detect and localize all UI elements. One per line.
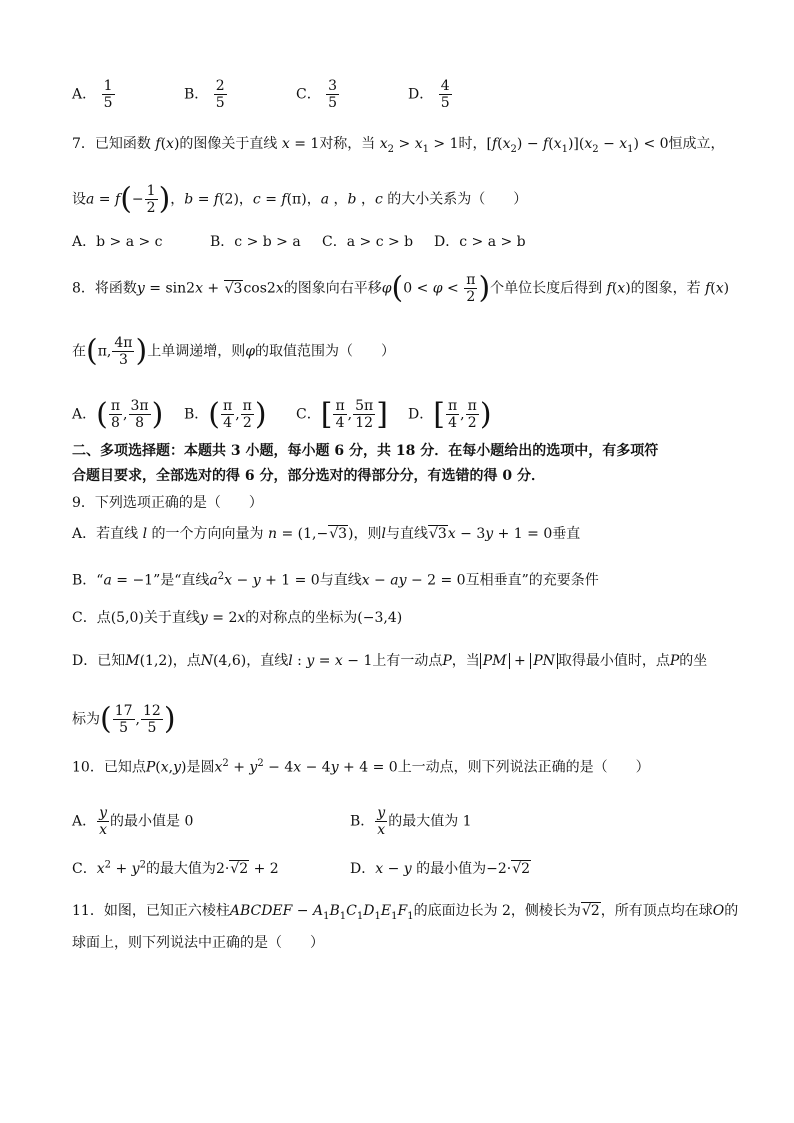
- section-heading-line2: 合题目要求，全部选对的得 6 分，部分选对的得部分分，有选错的得 0 分．: [72, 468, 545, 484]
- text: 7．已知函数: [72, 136, 151, 152]
- q9-option-d-line2: 标为( $\frac{17}{5}$ , $\frac{12}{5}$ ): [72, 701, 176, 737]
- text: 恒成立，: [668, 136, 725, 152]
- text: 的: [724, 903, 739, 919]
- text: 的坐: [679, 653, 708, 669]
- text: B．: [350, 813, 375, 830]
- text: 互相垂直”的充要条件: [465, 572, 599, 589]
- text: ，点: [172, 653, 201, 669]
- text: ，: [238, 191, 253, 208]
- q8-option-b: B．( $\frac{\pi}{4}$ , $\frac{\pi}{2}$ ): [184, 397, 267, 432]
- text: 是圆: [186, 759, 215, 776]
- text: B．“: [72, 572, 104, 589]
- text: 的最大值为 1: [388, 813, 472, 830]
- q8-option-c: C．[ $\frac{\pi}{4}$ , $\frac{5\pi}{12}$ ]: [296, 397, 388, 432]
- text: 的图象，若: [630, 280, 701, 297]
- text: 的最小值为: [416, 861, 487, 877]
- text: 的一个方向向量为: [151, 526, 264, 542]
- q6-option-b: [184, 78, 228, 111]
- q9-option-a: A．若直线 l 的一个方向向量为 n = (1,−√3)，则l与直线√3x − 3y + 1 = 0垂直: [72, 526, 581, 542]
- text: 的最小值是 0: [110, 813, 194, 830]
- q9-option-c: C．点(5,0)关于直线y = 2x的对称点的坐标为(−3,4): [72, 610, 403, 626]
- text: 的图象向右平移: [283, 280, 382, 297]
- numerator: 2: [215, 78, 225, 94]
- fraction: [439, 78, 452, 111]
- text: 关于直线: [143, 610, 200, 626]
- option-label: D．: [408, 86, 434, 103]
- q8-option-a: A．( $\frac{\pi}{8}$ , $\frac{3\pi}{8}$ ): [72, 397, 164, 432]
- text: 10．已知点: [72, 759, 146, 776]
- q10-stem: 10．已知点P(x,y)是圆$x^2 + y^2 - 4x - 4y + 4 = 0$上一动点，则下列说法正确的是（ ）: [72, 758, 650, 776]
- option-label: A．: [72, 406, 97, 423]
- text: ，: [306, 191, 321, 208]
- text: C．: [72, 861, 97, 877]
- q7-option-b: B．c > b > a: [210, 234, 301, 250]
- q10-option-d: D．x − y 的最小值为−2·√2: [350, 861, 531, 877]
- option-label: A．: [72, 86, 97, 103]
- text: 时，: [458, 136, 487, 152]
- text: D．已知: [72, 653, 126, 669]
- text: 的对称点的坐标为: [245, 610, 358, 626]
- text: 在: [72, 343, 86, 360]
- q9-stem: 9．下列选项正确的是（ ）: [72, 495, 263, 511]
- denominator: 5: [440, 95, 450, 111]
- text: 的底面边长为 2，侧棱长为: [413, 903, 581, 919]
- text: ，所有顶点均在球: [600, 903, 713, 919]
- text: 与直线: [319, 572, 362, 589]
- text: 上一动点，则下列说法正确的是（ ）: [397, 759, 650, 776]
- q11-stem: 11．如图，已知正六棱柱ABCDEF − $A_1B_1C_1D_1E_1F_1$的底面边长为 2，侧棱长为√2，所有顶点均在球O的: [72, 903, 739, 922]
- fraction: [326, 78, 339, 111]
- text: ，当: [451, 653, 480, 669]
- text: 11．如图，已知正六棱柱: [72, 903, 230, 919]
- text: 的最大值为: [145, 861, 216, 877]
- q9-option-d: D．已知M(1,2)，点N(4,6)，直线l : y = x − 1上有一动点P，当 PM + PN 取得最小值时，点P的坐: [72, 653, 708, 669]
- text: ”是“直线: [153, 572, 210, 589]
- fraction: [214, 78, 227, 111]
- q10-option-c: C．$x^2 + y^2$的最大值为2·√2 + 2: [72, 859, 279, 877]
- text: ，直线: [246, 653, 289, 669]
- text: 上单调递增，则: [147, 343, 246, 360]
- text: D．: [350, 861, 376, 877]
- text: 对称，当: [319, 136, 376, 152]
- denominator: 5: [103, 95, 113, 111]
- q10-option-a: A． $\frac{y}{x}$ 的最小值是 0: [72, 805, 194, 838]
- q7-option-d: D．c > a > b: [434, 234, 526, 250]
- text: 上有一动点: [372, 653, 443, 669]
- q6-option-a: [72, 78, 116, 111]
- q7-option-a: A．b > a > c: [72, 234, 163, 250]
- text: 垂直: [552, 526, 581, 542]
- q11-stem-line2: 球面上，则下列说法中正确的是（ ）: [72, 935, 324, 951]
- text: 8．将函数: [72, 280, 137, 297]
- text: 标为: [72, 711, 100, 728]
- numerator: 1: [103, 78, 113, 94]
- q8-stem: 8．将函数y = sin2x + √3cos2x的图象向右平移φ(0 < φ < $\frac{\pi}{2}$ )个单位长度后得到 f(x)的图象，若 f(x): [72, 270, 730, 306]
- q9-option-b: B．“a = −1”是“直线$a^2x - y + 1 = 0$与直线x − ay − 2 = 0互相垂直”的充要条件: [72, 571, 599, 589]
- denominator: 5: [328, 95, 338, 111]
- fraction: [102, 78, 115, 111]
- option-label: C．: [296, 86, 321, 103]
- q7-stem: 7．已知函数 f(x)的图像关于直线 x = 1对称，当 $x_2 > x_1 > 1$时，$[f(x_2) - f(x_1)](x_2 - x_1) < 0$恒成立，: [72, 136, 725, 155]
- text: A．若直线: [72, 526, 139, 542]
- q7-option-c: C．a > c > b: [322, 234, 414, 250]
- q10-option-b: B． $\frac{y}{x}$ 的最大值为 1: [350, 805, 472, 838]
- text: 个单位长度后得到: [490, 280, 603, 297]
- denominator: 5: [215, 95, 225, 111]
- q8-option-d: D．[ $\frac{\pi}{4}$ , $\frac{\pi}{2}$ ): [408, 397, 492, 432]
- q6-option-c: [296, 78, 340, 111]
- text: 设: [72, 191, 86, 208]
- text: 的取值范围为（ ）: [255, 343, 396, 360]
- option-label: B．: [184, 406, 209, 423]
- text: ，则: [353, 526, 382, 542]
- numerator: 3: [328, 78, 338, 94]
- text: 与直线: [385, 526, 428, 542]
- text: 的图像关于直线: [179, 136, 278, 152]
- text: 的大小关系为（ ）: [387, 191, 528, 208]
- q6-option-d: [408, 78, 453, 111]
- q7-stem-line2: 设a = f(− $\frac{1}{2}$ )，b = f(2)，c = f(π)，a ，b ，c 的大小关系为（ ）: [72, 181, 528, 217]
- option-label: D．: [408, 406, 434, 423]
- text: C．点: [72, 610, 111, 626]
- option-label: B．: [184, 86, 209, 103]
- section-heading-line1: 二、多项选择题：本题共 3 小题，每小题 6 分，共 18 分．在每小题给出的选项中，有多项符: [72, 443, 659, 459]
- text: A．: [72, 813, 97, 830]
- text: ，: [170, 191, 185, 208]
- text: 取得最小值时，点: [557, 653, 670, 669]
- q8-stem-line2: 在(π, $\frac{4\pi}{3}$ )上单调递增，则φ的取值范围为（ ）: [72, 333, 396, 369]
- numerator: 4: [440, 78, 450, 94]
- option-label: C．: [296, 406, 321, 423]
